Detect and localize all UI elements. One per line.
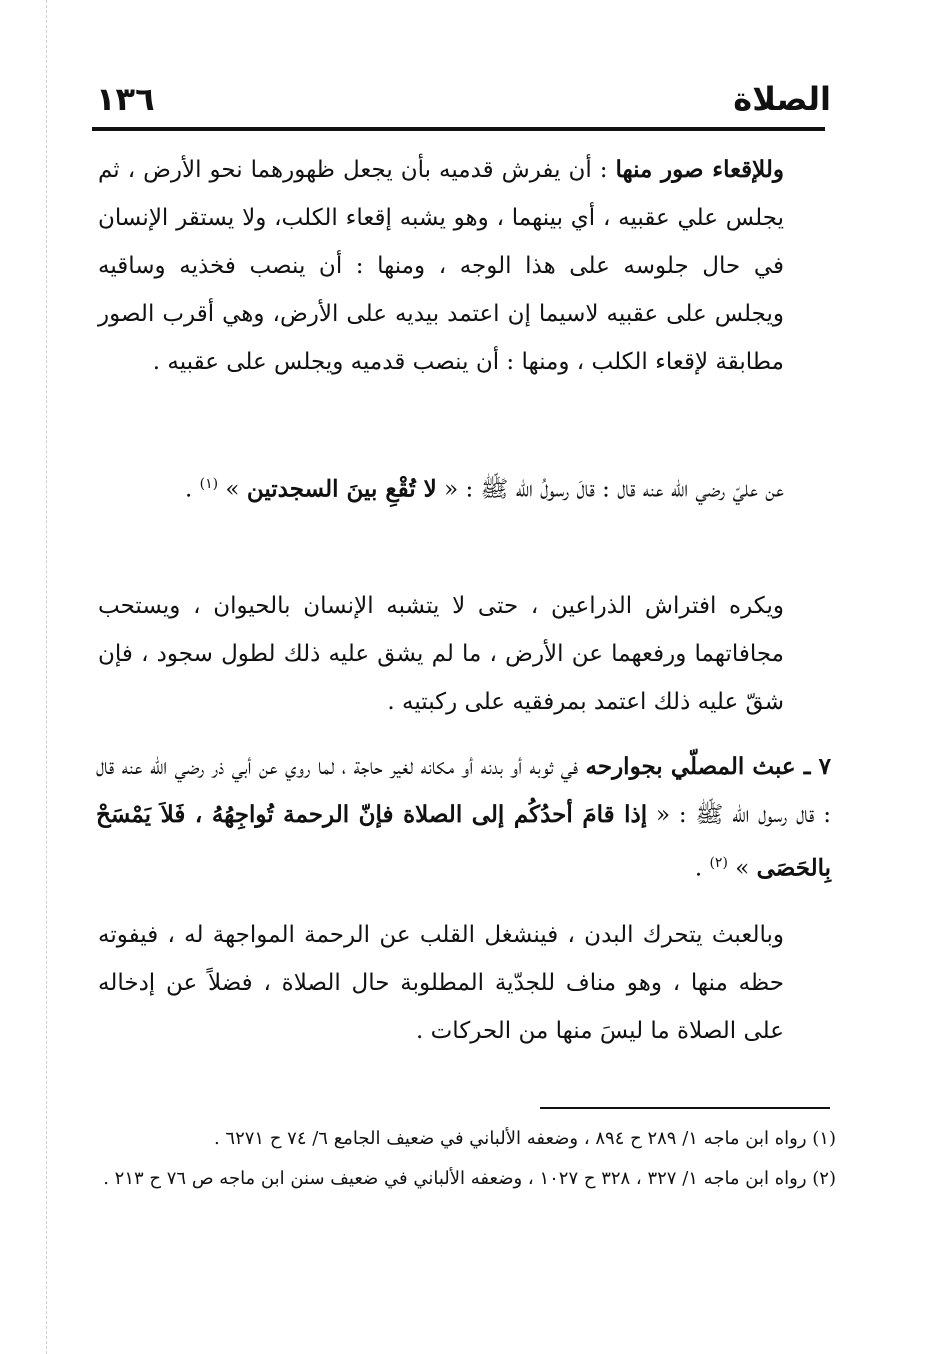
hadith-text: لا تُقْعِ بينَ السجدتين: [246, 475, 437, 503]
footnotes: [96, 1122, 836, 1202]
paragraph-lead: وللإقعاء صور منها: [615, 156, 784, 183]
paragraph-text: عن عليّ رضي الله عنه قال : قالَ رسولُ الله ﷺ : «: [436, 476, 784, 503]
list-number: ٧ ـ: [795, 753, 831, 780]
paragraph-hadith-ali: [98, 460, 784, 514]
page-number: ١٣٦: [96, 80, 155, 118]
footnote-2: (٢) رواه ابن ماجه ١/ ٣٢٧ ، ٣٢٨ ح ١٠٢٧ ، وضعفه الألباني في ضعيف سنن ابن ماجه ص ٧٦ ح ٢١٣ .: [103, 1168, 836, 1189]
paragraph-end: .: [694, 855, 710, 882]
paragraph-fidgeting: [98, 911, 784, 1055]
hadith-text: إذا قامَ أحدُكُم إلى الصلاة فإنّ الرحمة تُواجِهُهُ ، فَلاَ يَمْسَحْ بِالحَصَى: [96, 801, 831, 882]
paragraph-text: : أن يفرش قدميه بأن يجعل ظهورهما نحو الأرض ، ثم يجلس علي عقبيه ، أي بينهما ، وهو يشبه إقعاء الكلب، ولا يستقر الإنسان في حال جلوسه على هذا الوجه ، ومنها : أن ينصب فخذيه وساقيه ويجلس على عقبيه لاسيما إن اعتمد بيديه على الأرض، وهي أقرب الصور مطابقة لإقعاء الكلب ، ومنها : أن ينصب قدميه ويجلس على عقبيه .: [98, 157, 784, 375]
header-rule: [92, 127, 825, 131]
footnote-marker: (١): [199, 476, 219, 492]
paragraph-end: .: [185, 476, 200, 503]
footnote-1: (١) رواه ابن ماجه ١/ ٢٨٩ ح ٨٩٤ ، وضعفه الألباني في ضعيف الجامع ٦/ ٧٤ ح ٦٢٧١ .: [213, 1128, 836, 1149]
paragraph-lead: عبث المصلّي بجوارحه: [585, 753, 796, 780]
paragraph-text: وبالعبث يتحرك البدن ، فينشغل القلب عن الرحمة المواجهة له ، فيفوته حظه منها ، وهو مناف للجدّية المطلوبة حال الصلاة ، فضلاً عن إدخاله على الصلاة ما ليسَ منها من الحركات .: [98, 922, 784, 1044]
paragraph-item-7: [96, 743, 831, 893]
footnote-rule: [540, 1107, 830, 1109]
paragraph-text: في ثوبه أو بدنه أو مكانه لغير حاجة ، لما روي عن أبي ذر رضي الله عنه قال : قال رسول الله ﷺ : «: [96, 754, 831, 828]
paragraph-text: ويكره افتراش الذراعين ، حتى لا يتشبه الإنسان بالحيوان ، ويستحب مجافاتهما ورفعهما عن الأرض ، ما لم يشق عليه ذلك لطول سجود ، فإن شقّ عليه ذلك اعتمد بمرفقيه على ركبتيه .: [98, 593, 784, 715]
footnote-marker: (٢): [709, 855, 728, 871]
paragraph-forearms: [98, 582, 784, 726]
quote-close: »: [727, 855, 757, 882]
quote-close: »: [218, 476, 247, 503]
scan-edge-line: [46, 0, 48, 1354]
paragraph-iqaa: [98, 146, 784, 386]
running-header-title: الصلاة: [733, 80, 831, 118]
